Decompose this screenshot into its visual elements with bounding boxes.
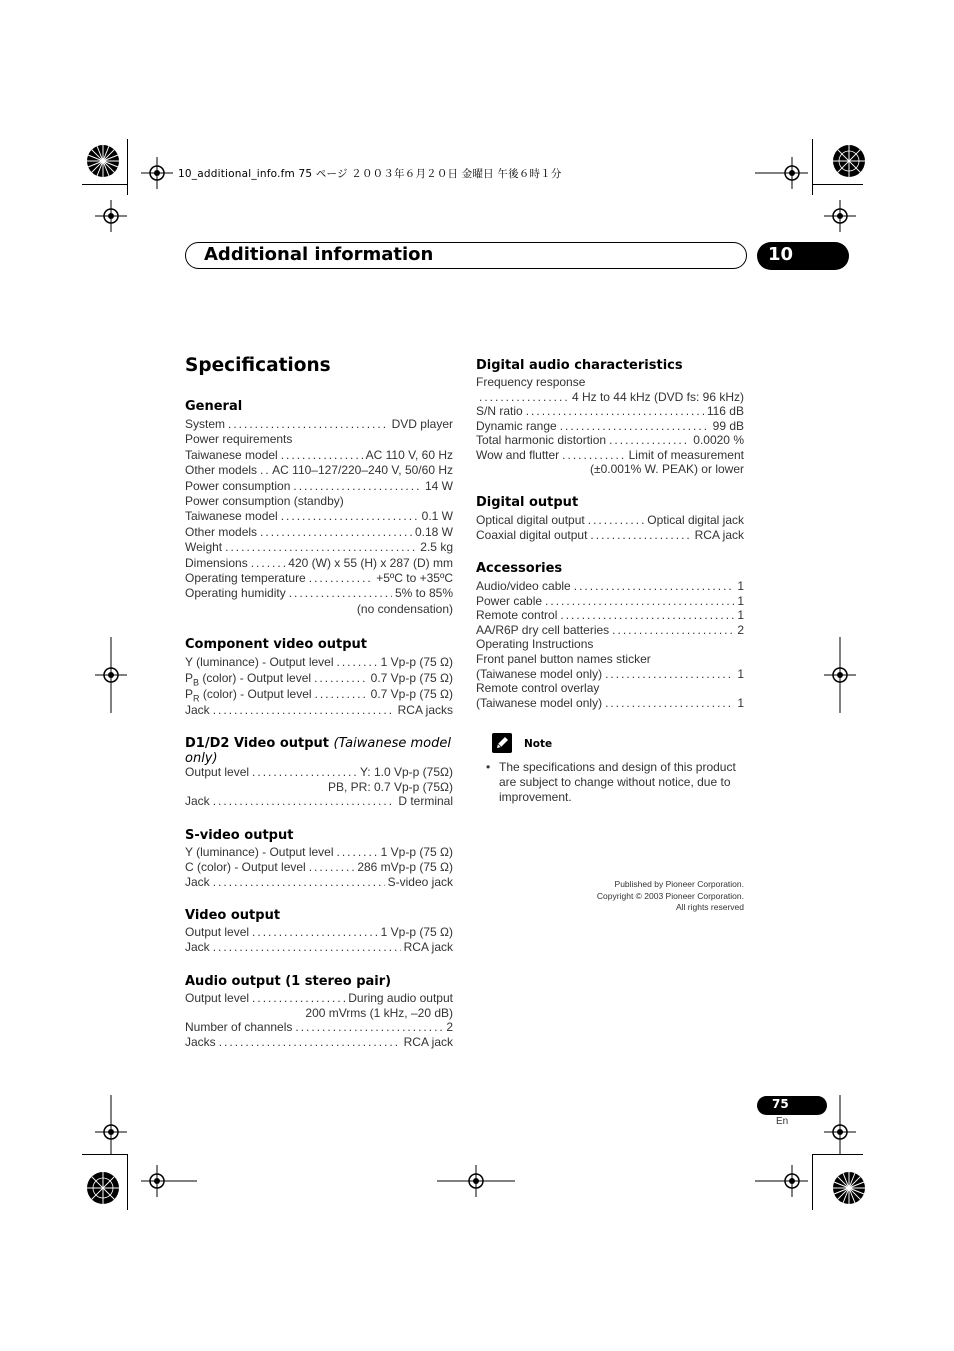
spec-label: Weight xyxy=(185,540,223,555)
spec-label: Power cable xyxy=(476,593,543,608)
dot-leader xyxy=(609,433,690,448)
dot-leader xyxy=(526,404,704,419)
spec-value: 1 Vp-p (75 Ω) xyxy=(380,925,453,939)
section-heading-s-video: S-video output xyxy=(185,828,294,843)
section-heading-d1d2-title: D1/D2 Video output xyxy=(185,736,329,751)
spec-row xyxy=(476,513,744,528)
spec-value: AC 110–127/220–240 V, 50/60 Hz xyxy=(272,463,453,478)
registration-crosshair-icon xyxy=(95,1095,127,1155)
spec-value: 116 dB xyxy=(706,404,744,418)
spec-row xyxy=(476,528,744,543)
spec-label: Jack xyxy=(185,703,210,717)
registration-crosshair-icon xyxy=(141,157,173,189)
dot-leader xyxy=(588,513,645,528)
spec-label: Audio/video cable xyxy=(476,579,571,593)
spec-value: RCA jack xyxy=(694,527,744,542)
note-label: Note xyxy=(524,738,553,750)
spec-label-subscript: R xyxy=(193,693,200,704)
spec-row xyxy=(185,463,453,478)
spec-label: Output level xyxy=(185,765,250,779)
spec-label: Power consumption xyxy=(185,478,291,493)
dot-leader xyxy=(309,571,373,586)
dot-leader xyxy=(479,390,569,405)
spec-value: S-video jack xyxy=(387,875,453,889)
dot-leader xyxy=(213,875,385,890)
spec-label: Taiwanese model xyxy=(185,447,278,462)
spec-value: 2 xyxy=(446,1020,453,1034)
spec-value: 1 xyxy=(737,695,744,710)
spec-row xyxy=(476,696,744,711)
registration-crosshair-icon xyxy=(824,1095,856,1155)
dot-leader xyxy=(574,579,735,594)
registration-crosshair-icon xyxy=(95,637,127,713)
spec-row xyxy=(185,509,453,524)
spec-row xyxy=(185,525,453,540)
page-title: Specifications xyxy=(185,355,331,376)
copyright-line: Copyright © 2003 Pioneer Corporation. xyxy=(596,890,744,901)
file-header: 10_additional_info.fm 75 ページ ２００３年６月２０日 金曜日 午後６時１分 xyxy=(178,168,562,180)
spec-text-line: Operating Instructions xyxy=(476,637,594,652)
spec-label: S/N ratio xyxy=(476,404,523,418)
dot-leader xyxy=(337,845,378,860)
spec-value: Limit of measurement xyxy=(628,447,744,462)
spec-row xyxy=(476,404,744,419)
spec-value: AC 110 V, 60 Hz xyxy=(365,447,453,462)
spec-row xyxy=(185,794,453,809)
spec-row xyxy=(185,417,453,432)
registration-crosshair-icon xyxy=(755,1165,808,1197)
spec-value: During audio output xyxy=(348,991,453,1005)
dot-leader xyxy=(213,794,396,809)
spec-label: Operating temperature xyxy=(185,571,306,585)
registration-crosshair-icon xyxy=(437,1165,515,1197)
spec-value: DVD player xyxy=(391,417,453,431)
chapter-title: Additional information xyxy=(204,244,434,265)
spec-value-continuation: (±0.001% W. PEAK) or lower xyxy=(590,462,744,476)
spec-label: C (color) - Output level xyxy=(185,860,306,874)
spec-value: RCA jack xyxy=(403,940,453,954)
spec-label: AA/R6P dry cell batteries xyxy=(476,622,610,637)
crop-line xyxy=(812,139,813,195)
dot-leader xyxy=(295,1020,443,1035)
spec-label: Remote control xyxy=(476,608,558,623)
spec-label: Wow and flutter xyxy=(476,447,560,462)
section-heading-accessories: Accessories xyxy=(476,561,563,576)
dot-leader xyxy=(260,463,269,478)
spec-value-continuation: PB, PR: 0.7 Vp-p (75Ω) xyxy=(327,779,453,794)
spec-label-main: P xyxy=(185,687,194,701)
spec-row xyxy=(476,623,744,638)
dot-leader xyxy=(281,448,363,463)
spec-row xyxy=(476,390,744,405)
spec-value: 0.1 W xyxy=(421,509,453,524)
spec-label-main: P xyxy=(185,671,194,685)
dot-leader xyxy=(612,623,734,638)
spec-row xyxy=(476,594,744,609)
spec-row xyxy=(476,579,744,594)
spec-text-line: Front panel button names sticker xyxy=(476,652,651,666)
spec-value: 1 Vp-p (75 Ω) xyxy=(380,845,453,859)
dot-leader xyxy=(314,671,368,686)
spec-text-line: Remote control overlay xyxy=(476,681,600,696)
spec-value: 14 W xyxy=(424,478,453,493)
spec-value: 5% to 85% xyxy=(394,586,453,601)
spec-label-rest: (color) - Output level xyxy=(199,687,312,701)
spec-text-line: Frequency response xyxy=(476,375,586,389)
note-text: The specifications and design of this product are subject to change without notice, due to improvement. xyxy=(499,760,736,804)
spec-label: Optical digital output xyxy=(476,513,585,527)
crop-line xyxy=(813,184,863,185)
spec-label: System xyxy=(185,417,226,431)
spec-text-line: Power consumption (standby) xyxy=(185,494,344,508)
spec-row xyxy=(185,845,453,860)
spec-label: Jack xyxy=(185,794,210,808)
rights-line: All rights reserved xyxy=(675,902,744,912)
spec-label: Dynamic range xyxy=(476,418,557,433)
spec-label: Coaxial digital output xyxy=(476,527,588,542)
section-heading-d1d2-video xyxy=(185,736,451,751)
dot-leader xyxy=(545,594,734,609)
spec-label: Output level xyxy=(185,925,250,939)
spec-label: Number of channels xyxy=(185,1020,293,1034)
spec-label: Total harmonic distortion xyxy=(476,433,607,447)
starburst-mark-icon xyxy=(86,1171,120,1205)
spec-value: 2 xyxy=(737,622,744,637)
spec-label-subscript: B xyxy=(193,677,200,688)
starburst-mark-icon xyxy=(832,144,866,178)
dot-leader xyxy=(228,417,389,432)
spec-label: (Taiwanese model only) xyxy=(476,695,603,710)
dot-leader xyxy=(337,655,378,670)
dot-leader xyxy=(309,860,355,875)
spec-label-rest: (color) - Output level xyxy=(199,671,312,685)
spec-value-continuation: 200 mVrms (1 kHz, –20 dB) xyxy=(305,1005,453,1020)
spec-label: Taiwanese model xyxy=(185,509,278,524)
spec-value: 2.5 kg xyxy=(420,540,453,555)
spec-value: 420 (W) x 55 (H) x 287 (D) mm xyxy=(288,555,453,570)
dot-leader xyxy=(213,940,401,955)
spec-value: 1 xyxy=(737,593,744,608)
spec-label: Jack xyxy=(185,940,210,954)
registration-crosshair-icon xyxy=(755,157,808,189)
spec-value: 0.7 Vp-p (75 Ω) xyxy=(370,671,453,685)
spec-value: D terminal xyxy=(398,794,453,808)
spec-row xyxy=(185,655,453,670)
spec-text-line: Power requirements xyxy=(185,432,293,447)
dot-leader xyxy=(289,586,392,601)
spec-label: Output level xyxy=(185,991,250,1005)
dot-leader xyxy=(252,925,378,940)
spec-row xyxy=(185,671,453,686)
spec-row xyxy=(185,925,453,940)
spec-row xyxy=(185,860,453,875)
spec-row xyxy=(476,667,744,682)
spec-value: Y: 1.0 Vp-p (75Ω) xyxy=(359,765,453,779)
starburst-mark-icon xyxy=(832,1171,866,1205)
dot-leader xyxy=(225,540,417,555)
page-language: En xyxy=(776,1116,789,1127)
registration-crosshair-icon xyxy=(824,200,856,232)
page-number-badge xyxy=(757,1096,827,1115)
spec-row xyxy=(185,556,453,571)
spec-value: +5ºC to +35ºC xyxy=(376,571,453,585)
dot-leader xyxy=(213,703,395,718)
spec-row xyxy=(185,703,453,718)
spec-label: Jacks xyxy=(185,1034,216,1049)
publisher-line: Published by Pioneer Corporation. xyxy=(614,879,744,889)
spec-value: 4 Hz to 44 kHz (DVD fs: 96 kHz) xyxy=(571,389,744,404)
section-heading-digital-audio: Digital audio characteristics xyxy=(476,358,683,373)
spec-row xyxy=(185,479,453,494)
dot-leader xyxy=(252,991,345,1006)
page-number: 75 xyxy=(772,1097,789,1111)
dot-leader xyxy=(315,687,368,702)
spec-value: 0.7 Vp-p (75 Ω) xyxy=(370,687,453,701)
dot-leader xyxy=(560,608,734,623)
dot-leader xyxy=(562,448,625,463)
spec-value: 1 xyxy=(737,608,744,623)
section-heading-audio-output: Audio output (1 stereo pair) xyxy=(185,974,392,989)
spec-value: RCA jacks xyxy=(397,703,453,717)
crop-line xyxy=(127,139,128,195)
dot-leader xyxy=(281,509,419,524)
note-pencil-icon xyxy=(492,733,512,753)
spec-value: RCA jack xyxy=(403,1034,453,1049)
dot-leader xyxy=(293,479,422,494)
spec-label: Dimensions xyxy=(185,555,248,570)
starburst-mark-icon xyxy=(86,144,120,178)
spec-row xyxy=(476,448,744,463)
dot-leader xyxy=(252,765,357,780)
spec-row xyxy=(185,1020,453,1035)
spec-row xyxy=(185,1035,453,1050)
spec-row xyxy=(476,419,744,434)
dot-leader xyxy=(605,667,734,682)
spec-value: Optical digital jack xyxy=(647,513,744,527)
crop-line xyxy=(127,1154,128,1210)
registration-crosshair-icon xyxy=(824,637,856,713)
dot-leader xyxy=(260,525,412,540)
spec-row xyxy=(185,448,453,463)
spec-value: 286 mVp-p (75 Ω) xyxy=(357,860,453,874)
spec-row xyxy=(476,608,744,623)
crop-line xyxy=(82,184,127,185)
spec-row xyxy=(185,765,453,780)
spec-row xyxy=(185,875,453,890)
note-bullet: • xyxy=(486,760,491,774)
spec-label: Y (luminance) - Output level xyxy=(185,845,334,859)
publisher-info xyxy=(545,879,744,914)
section-heading-digital-output: Digital output xyxy=(476,495,579,510)
section-heading-d1d2-note-cont: only) xyxy=(185,751,218,766)
spec-value: 0.0020 % xyxy=(693,433,744,447)
dot-leader xyxy=(590,528,691,543)
section-heading-video-output: Video output xyxy=(185,908,281,923)
spec-label: Other models xyxy=(185,463,258,478)
dot-leader xyxy=(560,419,710,434)
registration-crosshair-icon xyxy=(95,200,127,232)
spec-value: 0.18 W xyxy=(414,524,453,539)
spec-value-continuation: (no condensation) xyxy=(356,601,453,616)
spec-row xyxy=(185,687,453,702)
spec-row xyxy=(185,991,453,1006)
section-heading-d1d2-note: (Taiwanese model xyxy=(333,736,451,751)
spec-label: Other models xyxy=(185,524,258,539)
registration-crosshair-icon xyxy=(141,1165,197,1197)
section-heading-component-video: Component video output xyxy=(185,637,368,652)
dot-leader xyxy=(605,696,734,711)
spec-value: 1 xyxy=(737,579,744,593)
crop-line xyxy=(812,1154,813,1210)
spec-label: (Taiwanese model only) xyxy=(476,666,603,681)
section-heading-general: General xyxy=(185,399,243,414)
dot-leader xyxy=(251,556,286,571)
spec-row xyxy=(185,586,453,601)
chapter-number: 10 xyxy=(768,244,794,265)
spec-row xyxy=(185,540,453,555)
spec-label: Operating humidity xyxy=(185,586,286,601)
spec-value: 1 Vp-p (75 Ω) xyxy=(380,655,453,669)
spec-label: Y (luminance) - Output level xyxy=(185,655,334,669)
spec-label: Jack xyxy=(185,875,210,889)
dot-leader xyxy=(219,1035,401,1050)
spec-value: 1 xyxy=(737,666,744,681)
spec-value: 99 dB xyxy=(712,418,744,433)
spec-row xyxy=(185,571,453,586)
spec-row xyxy=(185,940,453,955)
spec-row xyxy=(476,433,744,448)
